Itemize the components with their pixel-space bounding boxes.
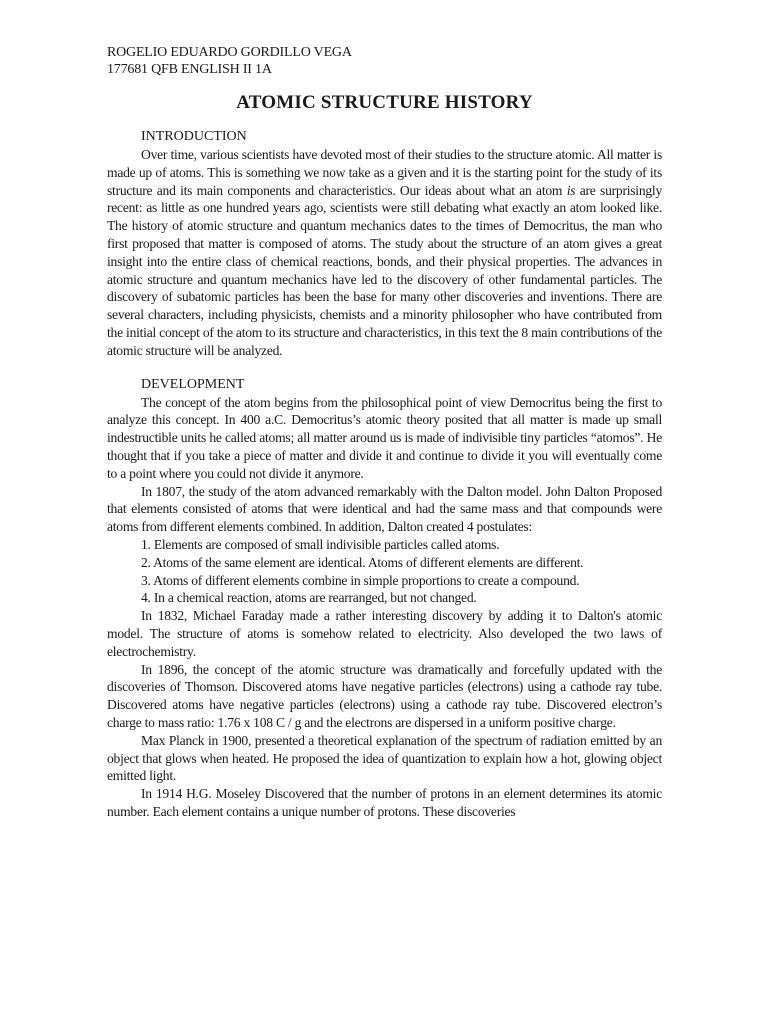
faraday-paragraph: In 1832, Michael Faraday made a rather interesting discovery by adding it to Dalton's atomic model. The structure of atoms is somehow related to electricity. Also developed the two laws of electrochemistry.	[107, 608, 662, 659]
intro-text-part-2: are surprisingly recent: as little as one hundred years ago, scientists were still debating what exactly an atom looked like. The history of atomic structure and quantum mechanics dates to the times of Democritus, the man who first proposed that matter is composed of atoms. The study about the structure of an atom gives a great insight into the entire class of chemical reactions, bonds, and their physical properties. The advances in atomic structure and quantum mechanics have led to the discovery of other fundamental particles. The discovery of subatomic particles has been the base for many other discoveries and inventions. There are several characters, including physicists, chemists and a minority philosopher who have contributed from the initial concept of the atom to its structure and characteristics, in this text the 8 main contributions of the atomic structure will be analyzed.	[107, 182, 662, 358]
postulate-item: 2. Atoms of the same element are identical. Atoms of different elements are different.	[141, 554, 584, 570]
dalton-paragraph: In 1807, the study of the atom advanced remarkably with the Dalton model. John Dalton Proposed that elements consisted of atoms that were identical and had the same mass and that compounds were atoms from different elements combined. In addition, Dalton created 4 postulates:	[107, 483, 662, 535]
moseley-paragraph: In 1914 H.G. Moseley Discovered that the number of protons in an element determines its atomic number. Each element contains a unique number of protons. These discoveries	[107, 786, 662, 819]
introduction-paragraph	[107, 146, 662, 360]
author-name: ROGELIO EDUARDO GORDILLO VEGA	[107, 45, 352, 60]
postulate-item: 1. Elements are composed of small indivisible particles called atoms.	[141, 536, 500, 552]
thomson-paragraph: In 1896, the concept of the atomic structure was dramatically and forcefully updated with the discoveries of Thomson. Discovered atoms have negative particles (electrons) using a cathode ray tube. Discovered atoms have negative particles (electrons) using a cathode ray tube. Discovered electron’s charge to mass ratio: 1.76 x 108 C / g and the electrons are dispersed in a uniform positive charge.	[107, 661, 662, 730]
intro-italic-word: is	[566, 182, 576, 198]
course-info: 177681 QFB ENGLISH II 1A	[107, 62, 272, 77]
democritus-paragraph: The concept of the atom begins from the philosophical point of view Democritus being the first to analyze this concept. In 400 a.C. Democritus’s atomic theory posited that all matter is made up small indestructible units he called atoms; all matter around us is made of indivisible tiny particles “atomos”. He thought that if you take a piece of matter and divide it and continue to divide it you will eventually come to a point where you could not divide it anymore.	[107, 394, 662, 481]
development-heading: DEVELOPMENT	[141, 376, 245, 392]
planck-paragraph: Max Planck in 1900, presented a theoretical explanation of the spectrum of radiation emitted by an object that glows when heated. He proposed the idea of quantization to explain how a hot, glowing object emitted light.	[107, 732, 662, 784]
document-title: ATOMIC STRUCTURE HISTORY	[236, 92, 533, 113]
intro-text-part-1: Over time, various scientists have devoted most of their studies to the structure atomic. All matter is made up of atoms. This is something we now take as a given and it is the starting point for the study of its structure and its main components and characteristics. Our ideas about what an atom	[107, 147, 662, 198]
postulate-item: 4. In a chemical reaction, atoms are rearranged, but not changed.	[141, 590, 477, 606]
postulate-item: 3. Atoms of different elements combine in simple proportions to create a compound.	[141, 572, 580, 588]
introduction-heading: INTRODUCTION	[141, 129, 247, 144]
